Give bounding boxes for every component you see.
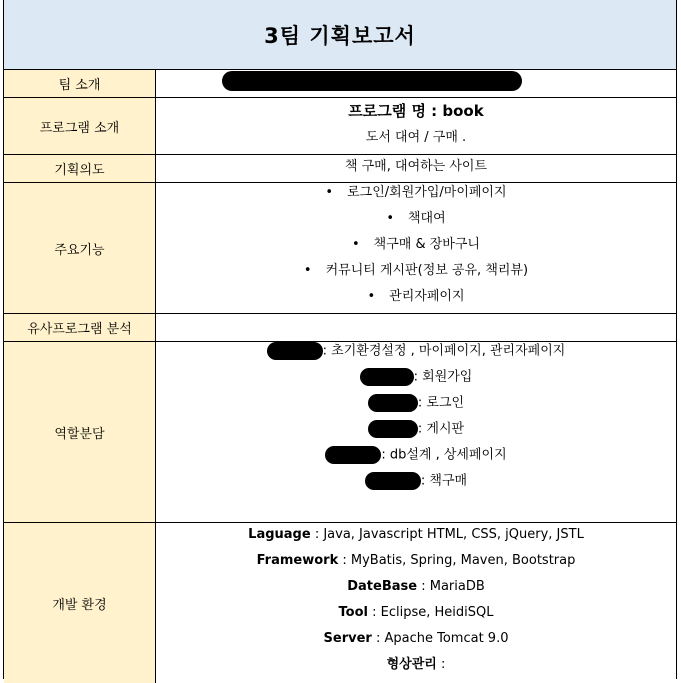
report-sheet	[3, 0, 677, 679]
role-item: : 게시판	[156, 420, 676, 439]
feature-item: • 관리자페이지	[156, 288, 676, 306]
row-similar	[4, 314, 676, 342]
label-env: 개발 환경	[4, 523, 156, 683]
label-program-intro: 프로그램 소개	[4, 98, 156, 154]
feature-item: • 책대여	[156, 210, 676, 228]
role-item: : 책구매	[156, 472, 676, 491]
redacted-name	[325, 446, 381, 464]
program-desc: 도서 대여 / 구매 .	[365, 130, 467, 145]
row-intent	[4, 155, 676, 183]
content-env	[156, 523, 676, 683]
program-name: 프로그램 명 : book	[348, 102, 484, 120]
row-program-intro	[4, 98, 676, 155]
label-roles: 역할분담	[4, 342, 156, 522]
report-title: 3팀 기획보고서	[264, 23, 416, 48]
label-team-intro: 팀 소개	[4, 70, 156, 97]
content-features	[156, 183, 676, 313]
env-item: 형상관리 :	[386, 657, 446, 672]
content-intent	[156, 155, 676, 182]
redacted-team-names	[222, 71, 522, 91]
content-program-intro	[156, 98, 676, 154]
role-item: : 로그인	[156, 394, 676, 413]
row-features	[4, 183, 676, 314]
row-roles	[4, 342, 676, 523]
label-similar: 유사프로그램 분석	[4, 314, 156, 341]
env-item: DateBase : MariaDB	[347, 579, 485, 594]
role-item: : 초기환경설정 , 마이페이지, 관리자페이지	[156, 342, 676, 361]
feature-item: • 로그인/회원가입/마이페이지	[156, 184, 676, 202]
redacted-name	[267, 342, 323, 360]
env-item: Laguage : Java, Javascript HTML, CSS, jQuery, JSTL	[248, 527, 584, 542]
redacted-name	[368, 394, 418, 412]
content-team-intro	[156, 70, 676, 97]
feature-item: • 책구매 & 장바구니	[156, 236, 676, 254]
content-roles	[156, 342, 676, 522]
redacted-name	[365, 472, 421, 490]
redacted-name	[368, 420, 418, 438]
role-item: : 회원가입	[156, 368, 676, 387]
row-env	[4, 523, 676, 683]
redacted-name	[360, 368, 414, 386]
label-features: 주요기능	[4, 183, 156, 313]
env-item: Framework : MyBatis, Spring, Maven, Bootstrap	[256, 553, 576, 568]
env-item: Server : Apache Tomcat 9.0	[323, 631, 509, 646]
intent-text: 책 구매, 대여하는 사이트	[344, 159, 488, 174]
title-row	[4, 0, 676, 70]
feature-item: • 커뮤니티 게시판(정보 공유, 책리뷰)	[156, 262, 676, 280]
content-similar	[156, 314, 676, 341]
row-team-intro	[4, 70, 676, 98]
env-item: Tool : Eclipse, HeidiSQL	[338, 605, 494, 620]
label-intent: 기획의도	[4, 155, 156, 182]
role-item: : db설계 , 상세페이지	[156, 446, 676, 465]
